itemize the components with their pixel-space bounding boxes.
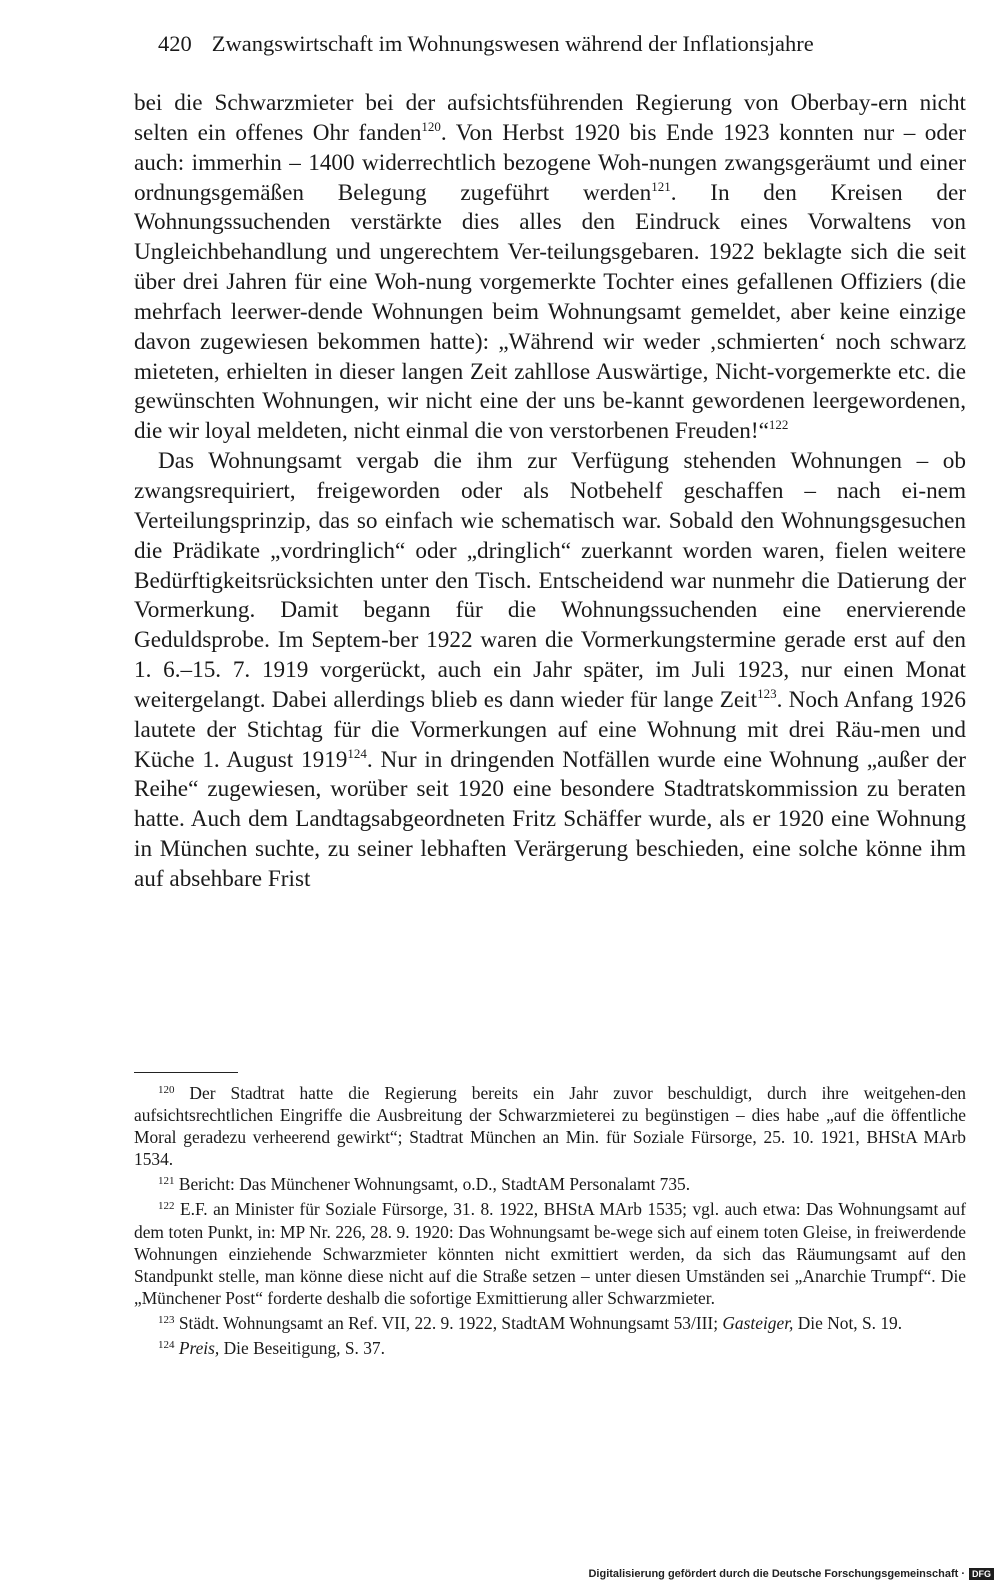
paragraph-2-text-a: Das Wohnungsamt vergab die ihm zur Verfügung stehenden Wohnungen – ob zwangsrequiriert, freigeworden oder als Notbehelf geschaffen – nach ei-nem Verteilungsprinzip, das so einfach wie schematisch war. Sobald den Wohnungsgesuchen die Prädikate „vordringlich“ oder „dringlich“ zuerkannt worden waren, fielen weitere Bedürftigkeitsrücksichten unter den Tisch. Entscheidend war nunmehr die Datierung der Vormerkung. Damit begann für die Wohnungssuchenden eine enervierende Geduldsprobe. Im Septem-ber 1922 waren die Vormerkungstermine gerade erst auf den 1. 6.–15. 7. 1919 vorgerückt, auch ein Jahr später, im Juli 1923, nur einen Monat weitergelangt. Dabei allerdings blieb es dann wieder für lange Zeit — [134, 448, 966, 713]
footnote-120 — [134, 1082, 966, 1170]
footnote-ref-124: 124 — [347, 745, 367, 761]
footnote-text: Bericht: Das Münchener Wohnungsamt, o.D., StadtAM Personalamt 735. — [174, 1174, 691, 1195]
footnote-123 — [134, 1312, 966, 1334]
paragraph-2-text-b: . Noch Anfang 1926 lautete der Stichtag für die Vormerkungen auf eine Wohnung mit drei Räu-men und Küche 1. August 1919 — [134, 686, 966, 773]
footnote-number: 121 — [158, 1175, 175, 1188]
running-title: Zwangswirtschaft im Wohnungswesen während der Inflationsjahre — [211, 31, 814, 56]
paragraph-2-text-c: . Nur in dringenden Notfällen wurde eine Wohnung „außer der Reihe“ zugewiesen, worüber seit 1920 eine besondere Stadtratskommission zu beraten hatte. Auch dem Landtagsabgeordneten Fritz Schäffer wurde, als er 1920 eine Wohnung in München suchte, zu seiner lebhaften Verärgerung beschieden, eine solche könne ihm auf absehbare Frist — [134, 746, 966, 892]
footnote-text: Städt. Wohnungsamt an Ref. VII, 22. 9. 1922, StadtAM Wohnungsamt 53/III; — [174, 1312, 723, 1333]
footnote-number: 120 — [158, 1084, 175, 1096]
footnote-author: Gasteiger, — [722, 1312, 794, 1333]
footnote-121 — [134, 1173, 966, 1195]
footnote-number: 123 — [158, 1313, 175, 1326]
footnote-ref-123: 123 — [757, 685, 777, 701]
main-text — [134, 89, 966, 895]
footnotes — [134, 1082, 966, 1362]
digitization-credit — [588, 1568, 994, 1580]
paragraph-1-text-a: bei die Schwarzmieter bei der aufsichtsführenden Regierung von Oberbay-ern nicht selten ein offenes Ohr fanden — [134, 90, 966, 146]
footnote-text: Der Stadtrat hatte die Regierung bereits ein Jahr zuvor beschuldigt, durch ihre weitgehen-den aufsichtsrechtlichen Eingriffe die Ausbreitung der Schwarzmieterei zu begünstigen – dies habe „auf die öffentliche Moral geradezu verheerend gewirkt“; Stadtrat München an Min. für Soziale Fürsorge, 25. 10. 1921, BHStA MArb 1534. — [134, 1083, 966, 1170]
dfg-logo: DFG — [969, 1568, 994, 1580]
footnote-separator — [134, 1072, 238, 1073]
footnote-text-rest: Die Beseitigung, S. 37. — [219, 1338, 385, 1359]
footnote-124 — [134, 1337, 966, 1359]
footnote-text: E.F. an Minister für Soziale Fürsorge, 31. 8. 1922, BHStA MArb 1535; vgl. auch etwa: Das Wohnungsamt auf dem toten Punkt, in: MP Nr. 226, 28. 9. 1920: Das Wohnungsamt be-wege sich auf einem toten Gleise, in freiwerdende Wohnungen einziehende Schwarzmieter könnten nicht exmittiert werden, da sich das Räumungsamt auf den Standpunkt stelle, man könne diese nicht auf die Straße setzen – unter diesen Umständen sei „Anarchie Trumpf“. Die „Münchener Post“ forderte deshalb die sofortige Exmittierung aller Schwarzmieter. — [134, 1199, 966, 1308]
paragraph-1 — [134, 89, 966, 447]
paragraph-1-text-b: . Von Herbst 1920 bis Ende 1923 konnten nur – oder auch: immerhin – 1400 widerrechtlich bezogene Woh-nungen zwangsgeräumt und einer ordnungsgemäßen Belegung zugeführt werden — [134, 119, 966, 206]
footnote-122 — [134, 1198, 966, 1308]
paragraph-1-text-c: . In den Kreisen der Wohnungssuchenden verstärkte dies alles den Eindruck eines Vorwaltens von Ungleichbehandlung und ungerechtem Ver-teilungsgebaren. 1922 beklagte sich die seit über drei Jahren für eine Woh-nung vorgemerkte Tochter eines gefallenen Offiziers (die mehrfach leerwer-dende Wohnungen beim Wohnungsamt gemeldet, aber keine einzige davon zugewiesen bekommen hatte): „Während wir weder ‚schmierten‘ noch schwarz mieteten, erhielten in dieser langen Zeit zahllose Auswärtige, Nicht-vorgemerkte etc. die gewünschten Wohnungen, wir nicht eine der uns be-kannt gewordenen leergewordenen, die wir loyal meldeten, nicht einmal die von verstorbenen Freuden!“ — [134, 179, 967, 445]
footnote-ref-121: 121 — [651, 178, 671, 194]
page-number: 420 — [158, 31, 192, 56]
credit-text: Digitalisierung gefördert durch die Deutsche Forschungsgemeinschaft · — [588, 1568, 965, 1580]
running-header — [158, 26, 878, 62]
footnote-text-rest: Die Not, S. 19. — [793, 1312, 903, 1333]
footnote-ref-120: 120 — [421, 118, 441, 134]
paragraph-2 — [134, 447, 966, 895]
footnote-author: Preis, — [174, 1338, 220, 1359]
footnote-number: 122 — [158, 1200, 175, 1213]
footnote-ref-122: 122 — [768, 417, 789, 433]
footnote-number: 124 — [158, 1339, 175, 1352]
